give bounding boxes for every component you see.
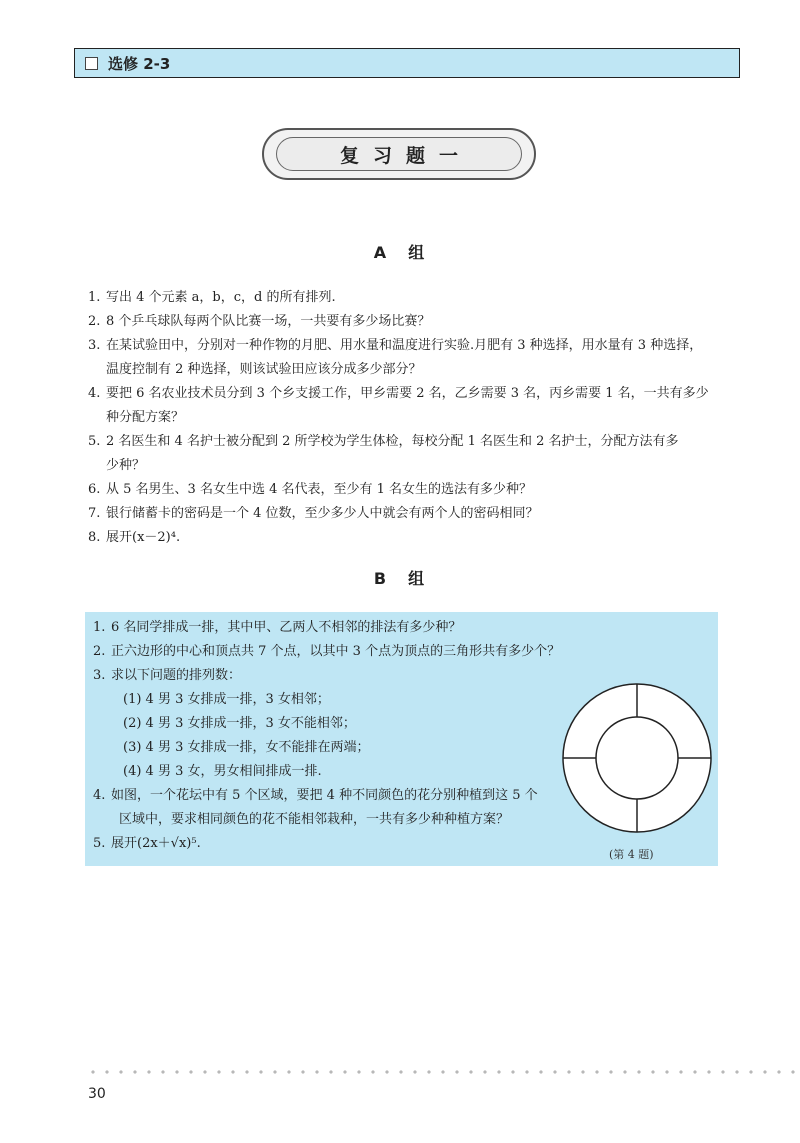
group-b-word: 组	[408, 569, 427, 588]
question-text: 求以下问题的排列数：	[111, 668, 242, 683]
question-number: 4.	[93, 788, 106, 803]
question-number: 5.	[88, 434, 101, 449]
question-continuation: 温度控制有 2 种选择，则该试验田应该分成多少部分？	[106, 362, 422, 377]
sub-question: (3) 4 男 3 女排成一排，女不能排在两端；	[123, 740, 370, 755]
question-item	[93, 664, 563, 688]
title-badge	[262, 128, 536, 180]
inner-circle	[596, 717, 678, 799]
question-number: 2.	[88, 314, 101, 329]
group-a-letter: A	[373, 243, 389, 262]
question-number: 3.	[88, 338, 101, 353]
question-continuation: 区域中，要求相同颜色的花不能相邻栽种，一共有多少种种植方案？	[119, 812, 510, 827]
question-item	[88, 334, 728, 358]
question-text: 正六边形的中心和顶点共 7 个点，以其中 3 个点为顶点的三角形共有多少个？	[111, 644, 561, 659]
question-text: 6 名同学排成一排，其中甲、乙两人不相邻的排法有多少种？	[111, 620, 462, 635]
question-item	[88, 286, 728, 310]
question-item	[88, 382, 728, 406]
question-number: 1.	[88, 290, 101, 305]
sub-question: (4) 4 男 3 女，男女相间排成一排.	[123, 764, 322, 779]
question-item	[88, 526, 728, 550]
question-number: 2.	[93, 644, 106, 659]
group-b-panel	[85, 612, 718, 866]
group-b-letter: B	[373, 569, 389, 588]
question-continuation: 种分配方案？	[106, 410, 185, 425]
section-label: 选修 2-3	[108, 54, 171, 73]
footer-dotted-rule	[86, 1070, 800, 1074]
question-item	[93, 832, 563, 856]
question-number: 5.	[93, 836, 106, 851]
group-a-heading	[0, 240, 800, 263]
sub-question: (2) 4 男 3 女排成一排，3 女不能相邻；	[123, 716, 356, 731]
group-b-heading	[0, 566, 800, 589]
page-number: 30	[88, 1086, 106, 1102]
question-item	[88, 430, 728, 454]
flower-bed-figure	[561, 682, 713, 834]
question-number: 1.	[93, 620, 106, 635]
question-text: 写出 4 个元素 a，b，c，d 的所有排列.	[106, 290, 336, 305]
question-item	[93, 616, 563, 640]
sub-question: (1) 4 男 3 女排成一排，3 女相邻；	[123, 692, 330, 707]
question-text: 8 个乒乓球队每两个队比赛一场，一共要有多少场比赛？	[106, 314, 431, 329]
title-badge-inner	[276, 137, 522, 171]
square-bullet-icon	[85, 57, 98, 70]
question-text: 展开(2x＋√x)⁵.	[111, 836, 201, 851]
question-text: 银行储蓄卡的密码是一个 4 位数，至少多少人中就会有两个人的密码相同？	[106, 506, 539, 521]
question-item	[88, 502, 728, 526]
question-text: 要把 6 名农业技术员分到 3 个乡支援工作，甲乡需要 2 名，乙乡需要 3 名，丙乡需要 1 名，一共有多少	[106, 386, 709, 401]
question-item	[93, 784, 563, 808]
group-b-question-list	[93, 616, 563, 856]
figure-caption: (第 4 题)	[609, 848, 654, 861]
question-number: 7.	[88, 506, 101, 521]
group-a-word: 组	[408, 243, 427, 262]
question-number: 3.	[93, 668, 106, 683]
section-header-bar	[74, 48, 740, 78]
page-title: 复习题一	[339, 144, 472, 167]
question-item	[93, 640, 563, 664]
question-text: 从 5 名男生、3 名女生中选 4 名代表，至少有 1 名女生的选法有多少种？	[106, 482, 533, 497]
question-item	[88, 478, 728, 502]
question-number: 4.	[88, 386, 101, 401]
question-item	[88, 310, 728, 334]
question-continuation: 少种？	[106, 458, 146, 473]
question-text: 展开(x－2)⁴.	[106, 530, 181, 545]
question-text: 2 名医生和 4 名护士被分配到 2 所学校为学生体检，每校分配 1 名医生和 2 名护士，分配方法有多	[106, 434, 679, 449]
question-text: 在某试验田中，分别对一种作物的月肥、用水量和温度进行实验.月肥有 3 种选择，用水量有 3 种选择，	[106, 338, 703, 353]
question-number: 8.	[88, 530, 101, 545]
question-number: 6.	[88, 482, 101, 497]
group-a-question-list	[88, 286, 728, 550]
question-text: 如图，一个花坛中有 5 个区域，要把 4 种不同颜色的花分别种植到这 5 个	[111, 788, 538, 803]
